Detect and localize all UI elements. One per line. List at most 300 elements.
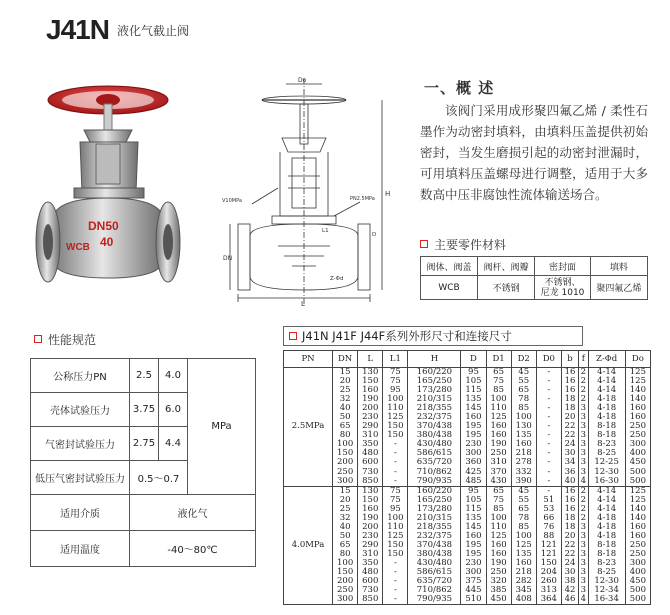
dim-header: D0 [536,351,561,368]
dim-cell: - [383,559,408,568]
dim-cell: 500 [625,586,650,595]
dim-cell: 8-23 [588,559,625,568]
dim-cell: 160 [461,413,486,422]
perf-label: 公称压力PN [31,359,130,393]
marking-dn: DN50 [88,219,119,233]
dim-header: b [561,351,578,368]
dim-cell: 364 [536,595,561,605]
dim-cell: 20 [561,532,578,541]
dim-cell: 250 [625,550,650,559]
dim-cell: 40 [333,404,358,413]
bullet-icon [34,335,42,343]
dim-cell: 160 [486,541,511,550]
dim-cell: 95 [383,505,408,514]
dim-cell: 150 [383,541,408,550]
dim-cell: 218 [511,568,536,577]
perf-value: 6.0 [159,393,188,427]
dim-cell: 300 [625,559,650,568]
dim-cell: 12-25 [588,458,625,467]
dim-cell: 3 [580,439,587,450]
performance-title: 性能规范 [34,331,96,348]
dim-cell: - [383,477,408,487]
dim-cell: 24 [561,559,578,568]
dim-cell: 45 [511,368,536,378]
dim-cell: 400 [625,568,650,577]
dim-cell: 75 [486,377,511,386]
perf-label: 低压气密封试验压力 [31,461,130,495]
dim-cell: 85 [486,505,511,514]
dim-cell: 313 [536,586,561,595]
dim-cell: 65 [333,541,358,550]
dim-cell: 790/935 [408,477,461,487]
dim-header: PN [284,351,333,368]
dim-cell: 160 [625,404,650,413]
page-title: J41N [46,14,109,45]
dim-cell: 22 [561,541,578,550]
dim-cell: 350 [358,559,383,568]
dim-cell: 46 [561,595,578,605]
dim-cell: 332 [511,468,536,477]
dim-cell: 3 [580,558,587,568]
dim-header: f [579,351,588,368]
dim-cell: 4 [580,475,587,486]
dim-cell: 370/438 [408,422,461,431]
dim-cell: 730 [358,468,383,477]
dim-cell: 400 [625,449,650,458]
dim-cell: 150 [383,550,408,559]
dim-cell: 4-18 [588,532,625,541]
parts-value: 不锈钢 [478,276,535,300]
dim-cell: - [383,568,408,577]
dim-cell: 95 [461,368,486,378]
valve-photo [22,72,192,298]
dim-cell: 100 [333,440,358,449]
dim-cell: 53 [536,505,561,514]
dim-cell: 24 [561,440,578,449]
dim-cell: 8-23 [588,440,625,449]
dim-cell: 165/250 [408,377,461,386]
dim-cell: 100 [486,514,511,523]
dim-cell: 230 [461,440,486,449]
dim-cell: 370/438 [408,541,461,550]
dim-cell: 173/280 [408,505,461,514]
dim-cell: 115 [461,386,486,395]
dim-cell: 38 [561,577,578,586]
dim-cell: 150 [358,377,383,386]
dim-cell: 232/375 [408,532,461,541]
drawing-label-z: Z-Φd [330,276,344,282]
dim-header: Z-Φd [588,351,625,368]
dim-cell: 125 [625,368,650,378]
dim-cell: 78 [511,395,536,404]
dim-cell: 85 [511,404,536,413]
dim-cell: 121 [536,550,561,559]
dim-cell: 42 [561,586,578,595]
dim-cell: 250 [486,449,511,458]
dim-header: Do [625,351,650,368]
dim-cell: 250 [625,541,650,550]
dim-cell: 140 [625,395,650,404]
perf-value: 4.4 [159,427,188,461]
dimensions-banner: J41N J41F J44F系列外形尺寸和连接尺寸 [283,326,583,346]
dim-cell: 20 [561,413,578,422]
dim-cell: 500 [625,468,650,477]
dim-cell: 710/862 [408,468,461,477]
dim-cell: 75 [383,368,408,378]
dim-header: D1 [486,351,511,368]
dim-cell: 190 [486,559,511,568]
parts-value: 聚四氟乙烯 [590,276,647,300]
dim-cell: 430 [486,477,511,487]
dim-cell: 4-14 [588,368,625,378]
dim-cell: - [383,468,408,477]
dim-cell: 40 [333,523,358,532]
dim-cell: 445 [461,586,486,595]
dim-cell: 190 [486,440,511,449]
dim-cell: 300 [461,449,486,458]
dim-cell: - [383,458,408,467]
dim-cell: 204 [536,568,561,577]
dim-header: DN [333,351,358,368]
dim-cell: 218 [511,449,536,458]
dim-cell: 600 [358,458,383,467]
dim-cell: 3 [580,530,587,541]
drawing-label-h: H [385,190,391,198]
dim-cell: 230 [461,559,486,568]
dim-cell: 218/355 [408,523,461,532]
dim-cell: - [536,458,561,467]
dim-cell: 195 [461,431,486,440]
perf-label: 壳体试验压力 [31,393,130,427]
dim-cell: 200 [358,404,383,413]
medium-value: 液化气 [130,495,256,531]
dim-cell: 4-14 [588,386,625,395]
dim-cell: 2 [580,376,587,387]
dim-cell: - [536,477,561,487]
dim-cell: 3 [580,567,587,578]
dim-cell: 121 [536,541,561,550]
dim-cell: 160 [625,523,650,532]
drawing-label-pn: PN2.5MPa [350,196,375,202]
dim-cell: 15 [333,486,358,496]
bullet-icon [420,240,428,248]
dim-cell: 360 [461,458,486,467]
dim-cell: 425 [461,468,486,477]
dim-cell: 135 [461,514,486,523]
dim-cell: 130 [358,486,383,496]
dim-cell: 430/480 [408,559,461,568]
dim-cell: - [536,440,561,449]
dim-pn: 4.0MPa [284,486,333,605]
table-row [284,477,651,487]
dim-cell: 485 [461,477,486,487]
dim-cell: 16 [561,486,578,496]
dim-cell: 16 [561,505,578,514]
dim-cell: 51 [536,496,561,505]
dim-cell: 380/438 [408,550,461,559]
dim-cell: 375 [461,577,486,586]
dim-cell: 34 [561,458,578,467]
dim-cell: 250 [625,422,650,431]
dim-cell: 300 [333,477,358,487]
dim-cell: 80 [333,550,358,559]
dim-cell: 125 [486,532,511,541]
dim-cell: 32 [333,514,358,523]
dim-cell: 2 [580,394,587,405]
dim-cell: 45 [511,486,536,496]
dim-cell: 12-30 [588,468,625,477]
dim-cell: 150 [333,568,358,577]
dim-cell: 95 [461,486,486,496]
parts-value: 不锈钢、 尼龙 1010 [535,276,591,300]
dim-cell: 3 [580,585,587,596]
dim-cell: 260 [536,577,561,586]
dim-cell: 150 [383,431,408,440]
dim-cell: 85 [486,386,511,395]
dim-cell: 40 [561,477,578,487]
dim-cell: 16 [561,386,578,395]
dim-cell: 95 [383,386,408,395]
dim-cell: 76 [536,523,561,532]
dim-cell: 8-18 [588,422,625,431]
dim-cell: 65 [486,368,511,378]
dim-cell: - [383,577,408,586]
dim-cell: - [536,404,561,413]
dim-header: L1 [383,351,408,368]
dim-cell: 160 [486,422,511,431]
dim-cell: 16-34 [588,595,625,605]
dim-cell: 135 [511,431,536,440]
dim-cell: 450 [625,577,650,586]
dim-cell: - [383,586,408,595]
dim-cell: 75 [383,377,408,386]
dim-cell: 290 [358,541,383,550]
dim-cell: 65 [333,422,358,431]
dim-cell: - [383,440,408,449]
dim-cell: 4-14 [588,496,625,505]
dim-cell: 4-18 [588,413,625,422]
dim-cell: 12-34 [588,586,625,595]
dim-cell: 16 [561,496,578,505]
dim-cell: 135 [461,395,486,404]
dim-cell: 3 [580,466,587,477]
dim-cell: 2 [580,494,587,505]
dim-cell: 150 [333,449,358,458]
dim-cell: 4-14 [588,486,625,496]
dim-cell: 195 [461,422,486,431]
dim-cell: 500 [625,595,650,605]
dim-cell: 130 [511,422,536,431]
dim-cell: 75 [383,486,408,496]
valve-drawing [222,76,408,308]
dim-cell: - [383,449,408,458]
drawing-label-l: L [301,300,305,308]
dim-cell: 65 [511,386,536,395]
dim-cell: 150 [383,422,408,431]
dim-cell: 18 [561,404,578,413]
dim-cell: 3 [580,430,587,441]
dim-cell: 135 [511,550,536,559]
dim-cell: 18 [561,514,578,523]
dim-cell: 22 [561,431,578,440]
dim-cell: - [536,431,561,440]
dim-cell: 125 [383,532,408,541]
dim-cell: 3 [580,457,587,468]
dim-cell: - [536,486,561,496]
bullet-icon [289,332,297,340]
dim-cell: 22 [561,550,578,559]
perf-value: 0.5～0.7 [130,461,188,495]
dim-cell: - [536,449,561,458]
dim-cell: 173/280 [408,386,461,395]
table-row [284,595,651,605]
drawing-label-dn: DN [223,255,233,262]
dim-cell: 3 [580,548,587,559]
dim-cell: 125 [486,413,511,422]
dim-cell: 75 [383,496,408,505]
dim-cell: 160 [511,559,536,568]
dim-cell: 195 [461,550,486,559]
dim-cell: 145 [461,404,486,413]
marking-material: WCB [66,242,90,253]
dim-cell: 250 [625,431,650,440]
temp-value: -40～80℃ [130,531,256,567]
dim-cell: 480 [358,568,383,577]
dim-cell: 320 [486,577,511,586]
dim-cell: 115 [461,505,486,514]
dim-cell: 16 [561,377,578,386]
dim-cell: 3 [580,576,587,587]
dim-cell: 586/615 [408,449,461,458]
dim-cell: 140 [625,514,650,523]
dim-cell: - [536,413,561,422]
dim-cell: 3 [580,403,587,414]
dim-cell: 790/935 [408,595,461,605]
dim-cell: 510 [461,595,486,605]
dim-cell: 600 [358,577,383,586]
dim-cell: 15 [333,368,358,378]
dim-cell: 200 [333,577,358,586]
dim-cell: 145 [461,523,486,532]
dim-cell: 730 [358,586,383,595]
dim-cell: 100 [511,532,536,541]
dim-cell: 140 [625,386,650,395]
dim-cell: 25 [333,505,358,514]
dim-cell: 160 [486,431,511,440]
dim-cell: 2 [580,385,587,396]
dim-cell: 200 [358,523,383,532]
dim-cell: 20 [333,496,358,505]
dim-cell: - [536,377,561,386]
dim-cell: - [536,386,561,395]
dim-cell: 165/250 [408,496,461,505]
dim-cell: 408 [511,595,536,605]
dim-cell: 230 [358,532,383,541]
dim-header: D2 [511,351,536,368]
marking-pn: 40 [100,235,114,249]
medium-label: 适用介质 [31,495,130,531]
dim-cell: 88 [536,532,561,541]
dim-cell: 85 [511,523,536,532]
dim-cell: 100 [486,395,511,404]
dim-cell: 8-18 [588,541,625,550]
dim-cell: 4-14 [588,377,625,386]
dim-cell: 110 [486,404,511,413]
perf-label: 气密封试验压力 [31,427,130,461]
dim-cell: 210/315 [408,514,461,523]
dim-cell: 100 [333,559,358,568]
dim-cell: 350 [358,440,383,449]
dim-cell: 55 [511,377,536,386]
dim-cell: 65 [486,486,511,496]
perf-value: 2.5 [130,359,159,393]
dim-cell: 8-25 [588,568,625,577]
dim-cell: 150 [536,559,561,568]
dim-cell: 3 [580,448,587,459]
dim-cell: 370 [486,468,511,477]
parts-header: 阀杆、阀瓣 [478,257,535,276]
dim-header: D [461,351,486,368]
dim-cell: - [536,468,561,477]
dim-cell: 110 [383,523,408,532]
dim-cell: 2 [580,512,587,523]
dim-cell: 78 [511,514,536,523]
dim-cell: 380/438 [408,431,461,440]
dim-cell: 4-18 [588,395,625,404]
dim-cell: 635/720 [408,458,461,467]
dim-cell: 8-18 [588,431,625,440]
dim-cell: 430/480 [408,440,461,449]
dim-cell: 66 [536,514,561,523]
dim-cell: 345 [511,586,536,595]
dim-cell: 232/375 [408,413,461,422]
dim-cell: 125 [511,541,536,550]
dim-cell: 4-14 [588,505,625,514]
perf-value: 4.0 [159,359,188,393]
dim-cell: - [536,395,561,404]
dim-cell: 105 [461,377,486,386]
dim-cell: 30 [561,568,578,577]
dim-cell: 8-18 [588,550,625,559]
dim-cell: 282 [511,577,536,586]
dim-cell: 100 [511,413,536,422]
dim-cell: 300 [461,568,486,577]
dim-cell: 125 [625,377,650,386]
dim-cell: 850 [358,477,383,487]
dim-cell: 450 [625,458,650,467]
dim-header: L [358,351,383,368]
dim-cell: 2 [580,367,587,378]
dim-cell: 480 [358,449,383,458]
dim-cell: 390 [511,477,536,487]
drawing-label-d: D [372,232,377,238]
dim-cell: 195 [461,541,486,550]
dim-cell: 190 [358,514,383,523]
dim-cell: - [536,368,561,378]
dim-cell: 160 [486,550,511,559]
temp-label: 适用温度 [31,531,130,567]
dim-cell: - [536,422,561,431]
dim-cell: 300 [333,595,358,605]
dim-cell: 100 [383,514,408,523]
dim-cell: 250 [486,568,511,577]
dim-cell: 130 [358,368,383,378]
dim-cell: 125 [625,496,650,505]
dim-cell: 3 [580,521,587,532]
dim-cell: 278 [511,458,536,467]
dim-cell: 635/720 [408,577,461,586]
dim-cell: 160/220 [408,486,461,496]
